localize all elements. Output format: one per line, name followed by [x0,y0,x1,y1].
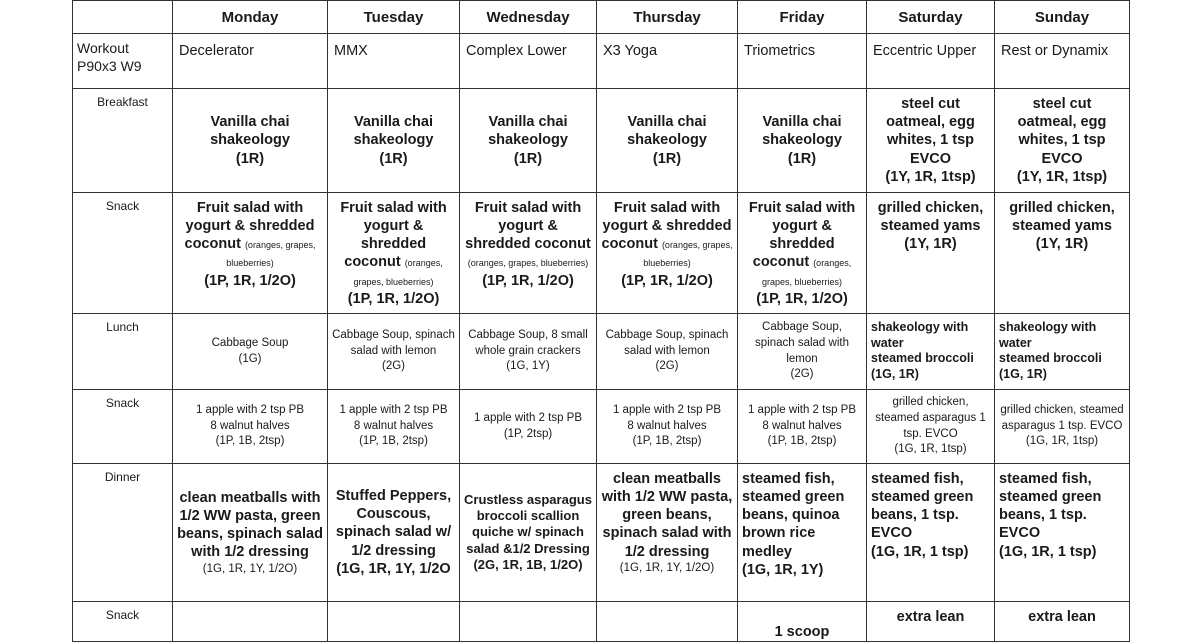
meal-cell: Fruit salad with yogurt & shredded coconut (oranges, grapes, blueberries) (1P, 1R, 1/2O) [460,193,597,314]
meal-cell: Fruit salad with yogurt & shredded coconut (oranges, grapes, blueberries) (1P, 1R, 1/2O) [328,193,460,314]
meal-cell [597,602,738,642]
workout-label: Workout P90x3 W9 [73,34,173,89]
workout-cell: Rest or Dynamix [995,34,1130,89]
meal-cell: steel cut oatmeal, egg whites, 1 tsp EVCO (1Y, 1R, 1tsp) [867,89,995,193]
dinner-row [73,464,1130,602]
meal-plan-table [72,0,1130,642]
meal-cell: Vanilla chai shakeology (1R) [173,89,328,193]
meal-cell: grilled chicken, steamed yams (1Y, 1R) [867,193,995,314]
meal-cell: steamed fish, steamed green beans, 1 tsp. EVCO (1G, 1R, 1 tsp) [995,464,1130,602]
meal-cell: clean meatballs with 1/2 WW pasta, green beans, spinach salad with 1/2 dressing (1G, 1R, 1Y, 1/2O) [173,464,328,602]
row-label: Lunch [73,314,173,390]
meal-cell: Cabbage Soup (1G) [173,314,328,390]
day-header: Monday [173,1,328,34]
meal-cell: Crustless asparagus broccoli scallion quiche w/ spinach salad &1/2 Dressing (2G, 1R, 1B, 1/2O) [460,464,597,602]
meal-cell: grilled chicken, steamed yams (1Y, 1R) [995,193,1130,314]
lunch-row [73,314,1130,390]
meal-cell: Fruit salad with yogurt & shredded coconut (oranges, grapes, blueberries) (1P, 1R, 1/2O) [597,193,738,314]
day-header: Sunday [995,1,1130,34]
workout-row [73,34,1130,89]
meal-cell: Vanilla chai shakeology (1R) [328,89,460,193]
day-header: Friday [738,1,867,34]
meal-cell: 1 apple with 2 tsp PB 8 walnut halves (1P, 1B, 2tsp) [597,390,738,464]
meal-cell: 1 apple with 2 tsp PB 8 walnut halves (1P, 1B, 2tsp) [173,390,328,464]
meal-cell [173,602,328,642]
meal-cell: Cabbage Soup, 8 small whole grain crackers (1G, 1Y) [460,314,597,390]
meal-cell: 1 apple with 2 tsp PB 8 walnut halves (1P, 1B, 2tsp) [738,390,867,464]
meal-cell: Cabbage Soup, spinach salad with lemon (2G) [328,314,460,390]
workout-cell: Complex Lower [460,34,597,89]
meal-cell: Stuffed Peppers, Couscous, spinach salad w/ 1/2 dressing (1G, 1R, 1Y, 1/2O [328,464,460,602]
workout-cell: MMX [328,34,460,89]
row-label: Snack [73,193,173,314]
meal-cell: Vanilla chai shakeology (1R) [738,89,867,193]
workout-cell: Decelerator [173,34,328,89]
breakfast-row [73,89,1130,193]
meal-cell: Fruit salad with yogurt & shredded coconut (oranges, grapes, blueberries) (1P, 1R, 1/2O) [173,193,328,314]
meal-cell: grilled chicken, steamed asparagus 1 tsp. EVCO (1G, 1R, 1tsp) [995,390,1130,464]
row-label: Snack [73,390,173,464]
row-label: Dinner [73,464,173,602]
snack3-row [73,602,1130,642]
day-header: Wednesday [460,1,597,34]
meal-cell: extra lean [995,602,1130,642]
meal-cell: Cabbage Soup, spinach salad with lemon (2G) [597,314,738,390]
meal-cell: clean meatballs with 1/2 WW pasta, green beans, spinach salad with 1/2 dressing (1G, 1R, 1Y, 1/2O) [597,464,738,602]
meal-cell: grilled chicken, steamed asparagus 1 tsp. EVCO (1G, 1R, 1tsp) [867,390,995,464]
meal-cell: steamed fish, steamed green beans, quinoa brown rice medley (1G, 1R, 1Y) [738,464,867,602]
meal-cell: Vanilla chai shakeology (1R) [597,89,738,193]
row-label: Snack [73,602,173,642]
day-header: Tuesday [328,1,460,34]
meal-cell: 1 scoop [738,602,867,642]
meal-cell: shakeology with water steamed broccoli (1G, 1R) [867,314,995,390]
snack1-row [73,193,1130,314]
meal-cell: Vanilla chai shakeology (1R) [460,89,597,193]
row-label: Breakfast [73,89,173,193]
meal-cell [328,602,460,642]
meal-cell: 1 apple with 2 tsp PB 8 walnut halves (1P, 1B, 2tsp) [328,390,460,464]
day-header-row [73,1,1130,34]
workout-cell: Triometrics [738,34,867,89]
day-header: Saturday [867,1,995,34]
meal-cell: steamed fish, steamed green beans, 1 tsp. EVCO (1G, 1R, 1 tsp) [867,464,995,602]
workout-cell: X3 Yoga [597,34,738,89]
day-header: Thursday [597,1,738,34]
meal-cell: Fruit salad with yogurt & shredded coconut (oranges, grapes, blueberries) (1P, 1R, 1/2O) [738,193,867,314]
meal-cell: Cabbage Soup, spinach salad with lemon (2G) [738,314,867,390]
meal-cell: shakeology with water steamed broccoli (1G, 1R) [995,314,1130,390]
workout-cell: Eccentric Upper [867,34,995,89]
corner-cell [73,1,173,34]
meal-cell: steel cut oatmeal, egg whites, 1 tsp EVCO (1Y, 1R, 1tsp) [995,89,1130,193]
snack2-row [73,390,1130,464]
meal-cell: 1 apple with 2 tsp PB (1P, 2tsp) [460,390,597,464]
meal-cell: extra lean [867,602,995,642]
meal-cell [460,602,597,642]
